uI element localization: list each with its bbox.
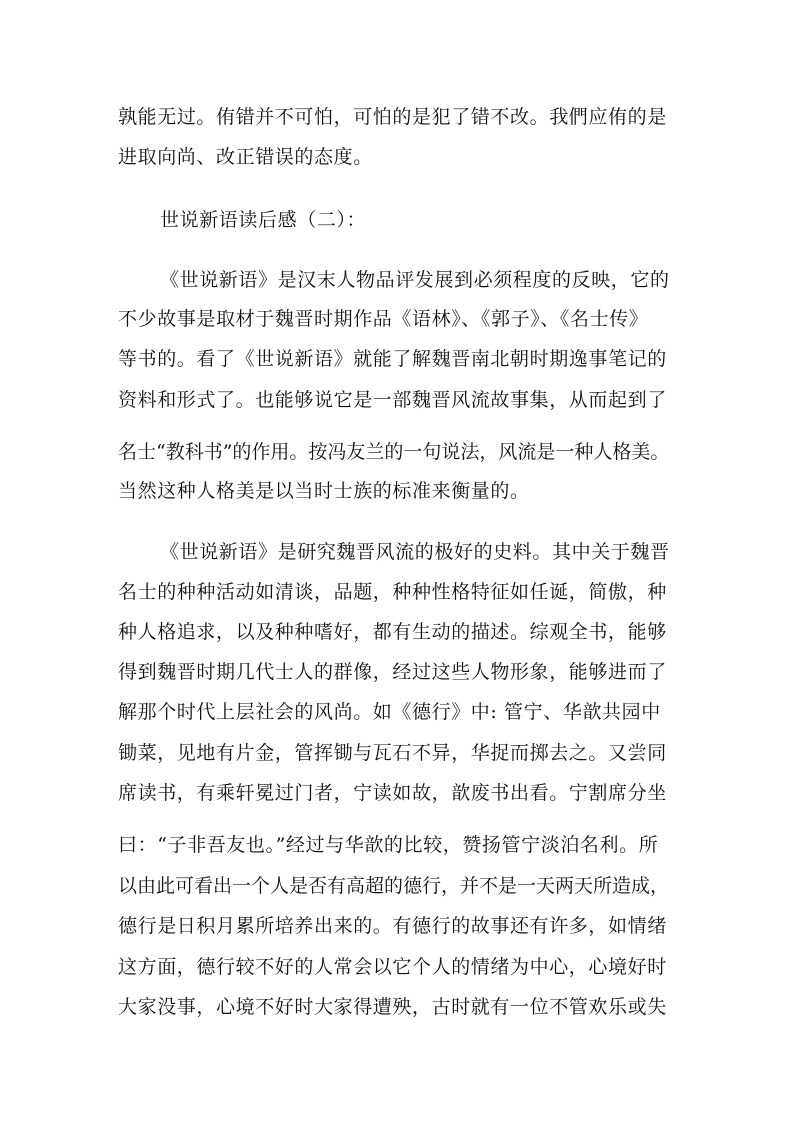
text-line: 孰能无过。侑错并不可怕，可怕的是犯了错不改。我們应侑的是 bbox=[118, 106, 667, 128]
text-line: 得到魏晋时期几代士人的群像，经过这些人物形象，能够进而了 bbox=[118, 661, 667, 683]
text-line: 德行是日积月累所培养出来的。有德行的故事还有许多，如情绪 bbox=[118, 915, 667, 937]
text-line: 种人格追求，以及种种嗜好，都有生动的描述。综观全书，能够 bbox=[118, 621, 667, 643]
text-line: 席读书，有乘轩冕过门者，宁读如故，歆废书出看。宁割席分坐 bbox=[118, 782, 667, 804]
text-line: 进取向尚、改正错误的态度。 bbox=[118, 146, 373, 168]
text-line: 名士“教科书”的作用。按冯友兰的一句说法，风流是一种人格美。 bbox=[118, 441, 670, 463]
text-line: 锄菜，见地有片金，管挥锄与瓦石不异，华捉而掷去之。又尝同 bbox=[118, 742, 667, 764]
text-line: 曰：“子非吾友也。”经过与华歆的比较，赞扬管宁淡泊名利。所 bbox=[118, 834, 659, 856]
text-line: 名士的种种活动如清谈，品题，种种性格特征如任诞，简傲，种 bbox=[118, 581, 667, 603]
text-line: 当然这种人格美是以当时士族的标准来衡量的。 bbox=[118, 480, 530, 502]
text-line: 资料和形式了。也能够说它是一部魏晋风流故事集，从而起到了 bbox=[118, 389, 667, 411]
section-heading: 世说新语读后感（二）： bbox=[160, 209, 367, 231]
text-line: 不少故事是取材于魏晋时期作品《语林》、《郭子》、《名士传》 bbox=[118, 308, 649, 330]
text-line: 大家没事，心境不好时大家得遭殃，古时就有一位不管欢乐或失 bbox=[118, 996, 667, 1018]
text-line: 这方面，德行较不好的人常会以它个人的情绪为中心，心境好时 bbox=[118, 956, 667, 978]
text-line: 以由此可看出一个人是否有高超的德行，并不是一天两天所造成， bbox=[118, 875, 670, 897]
text-line: 《世说新语》是汉末人物品评发展到必须程度的反映，它的 bbox=[160, 269, 670, 291]
text-line: 解那个时代上层社会的风尚。如《德行》中: 管宁、华歆共园中 bbox=[118, 701, 661, 723]
text-line: 《世说新语》是研究魏晋风流的极好的史料。其中关于魏晋 bbox=[160, 541, 670, 563]
text-line: 等书的。看了《世说新语》就能了解魏晋南北朝时期逸事笔记的 bbox=[118, 348, 667, 370]
